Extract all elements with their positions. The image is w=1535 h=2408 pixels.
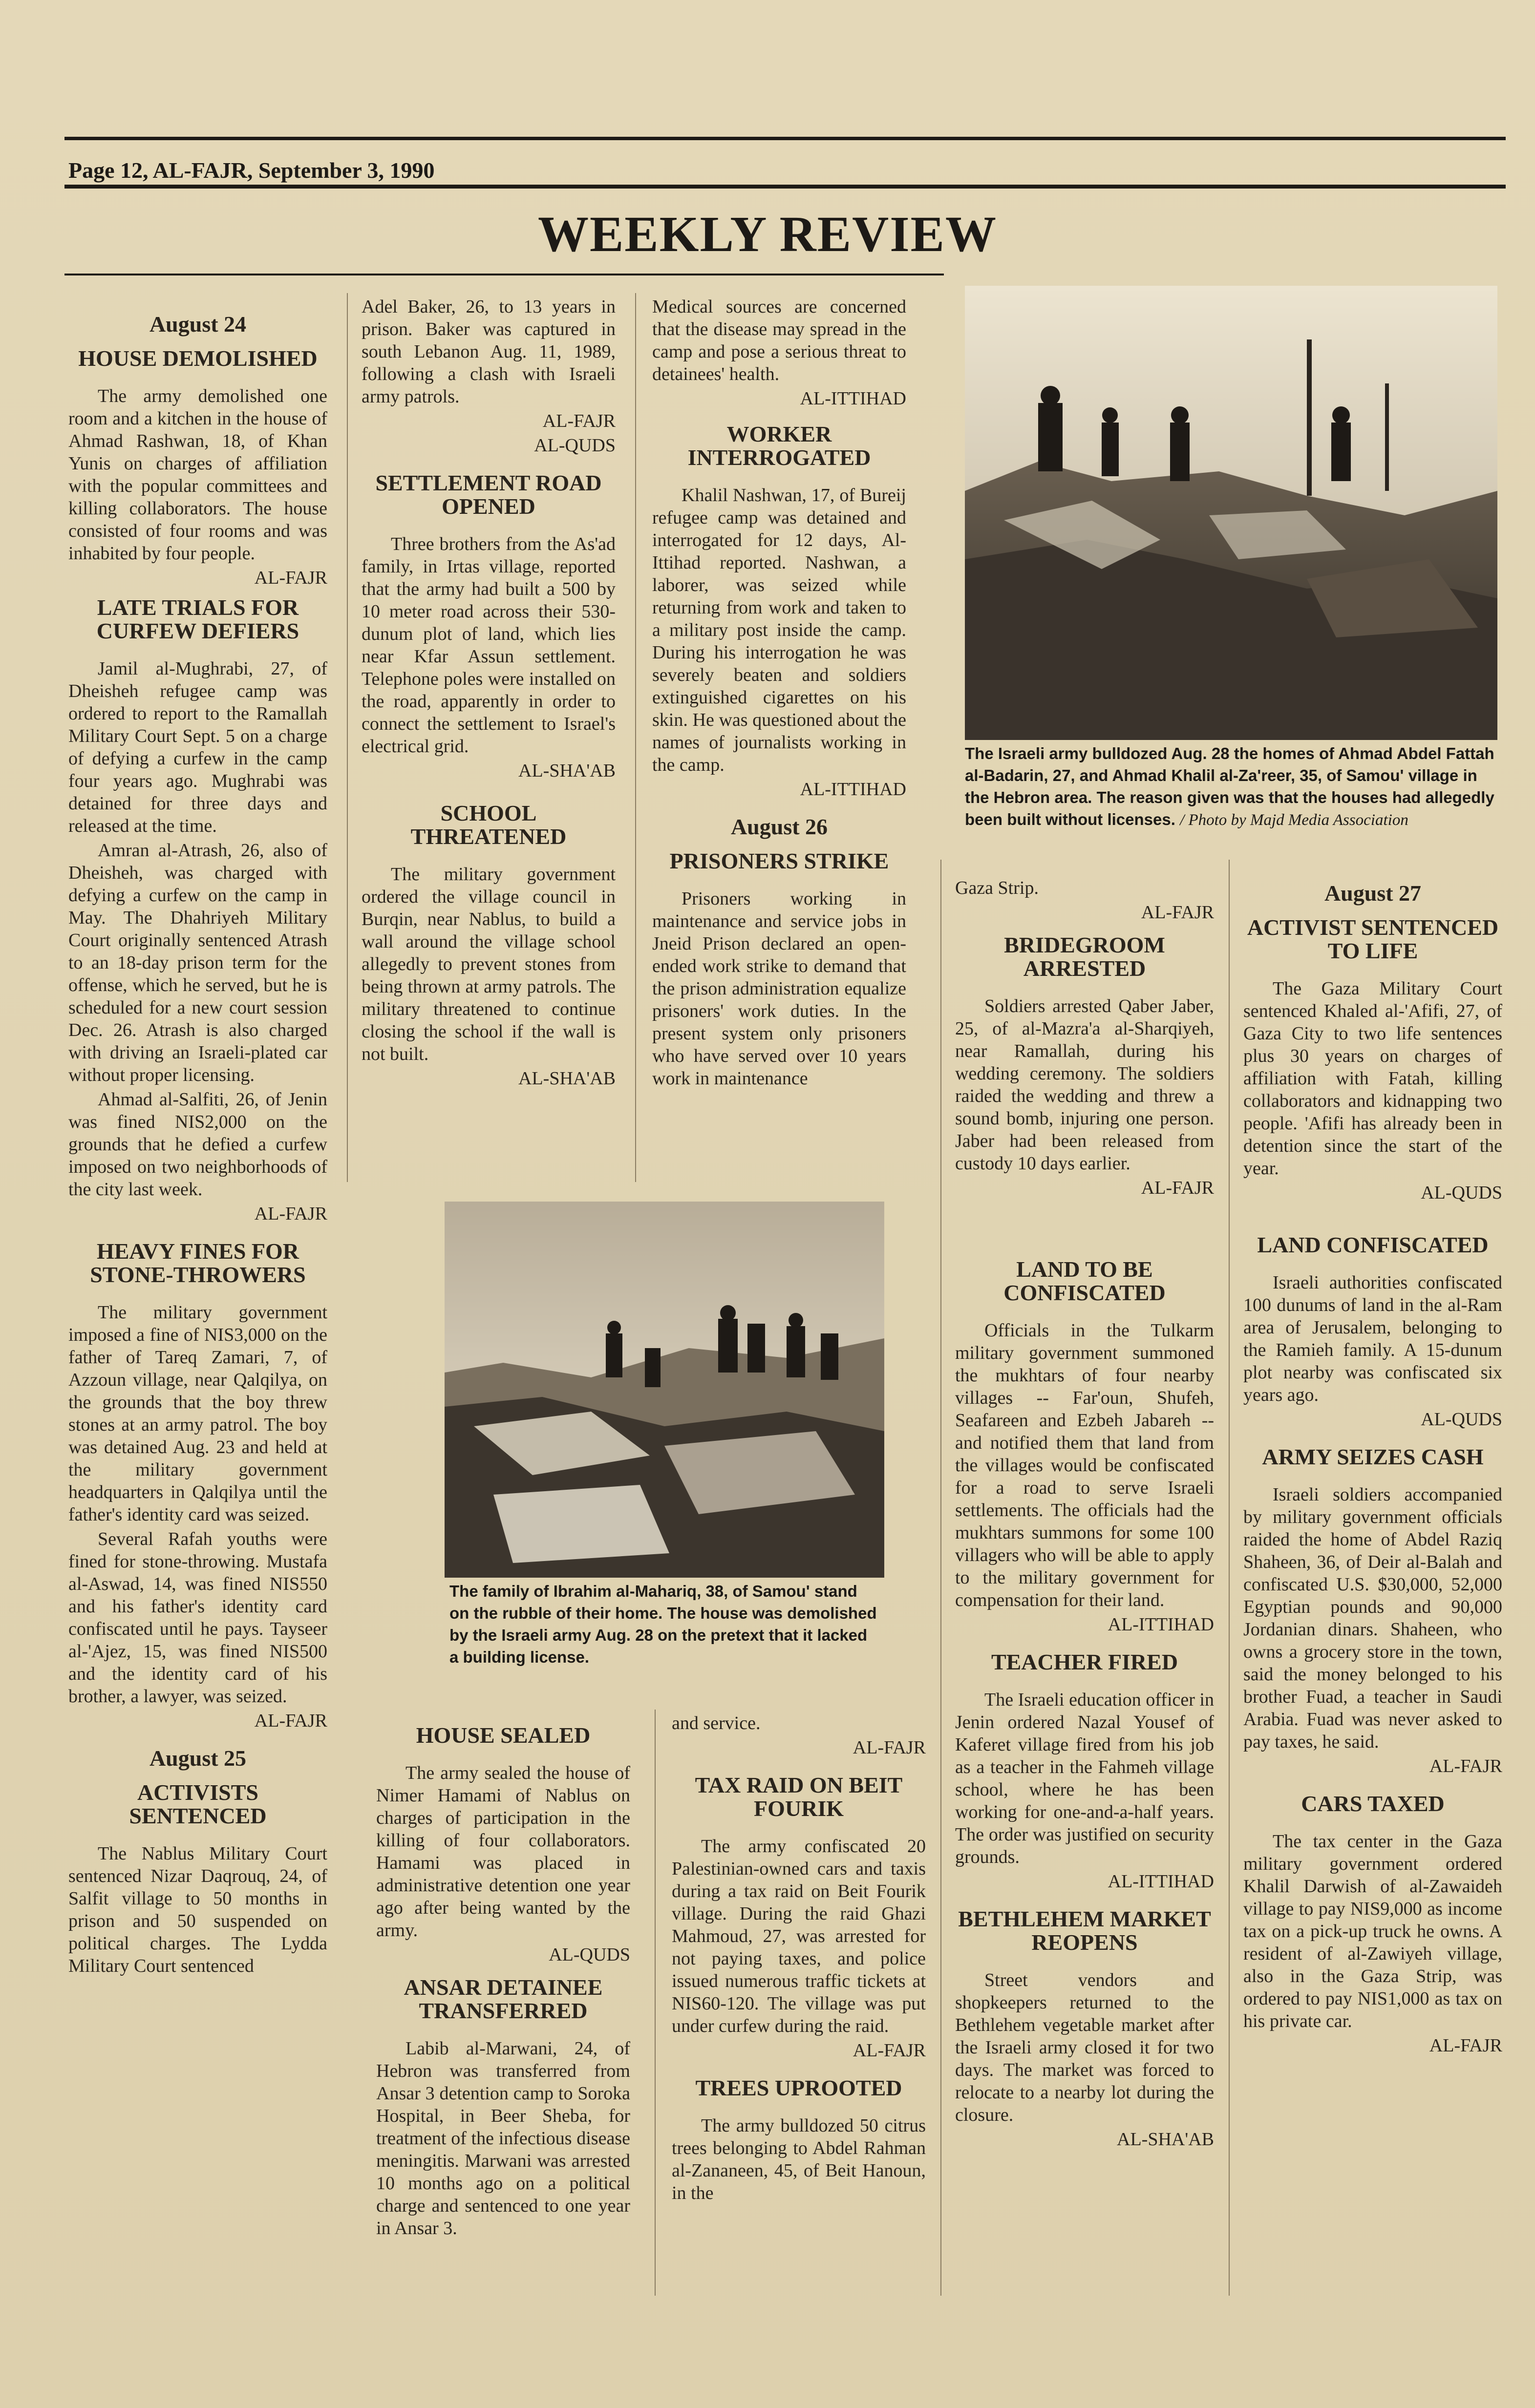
article-headline: ACTIVIST SENTENCED TO LIFE — [1247, 915, 1499, 963]
source-credit: AL-SHA'AB — [518, 760, 616, 781]
column-2-bottom — [376, 1717, 630, 2241]
article-headline: HEAVY FINES FOR STONE-THROWERS — [90, 1239, 306, 1287]
photo-bulldozed-homes — [965, 286, 1497, 740]
article-headline: LATE TRIALS FOR CURFEW DEFIERS — [96, 595, 299, 643]
column-3-bottom — [672, 1712, 926, 2206]
caption-text: The family of Ibrahim al-Mahariq, 38, of Samou' stand on the rubble of their home. The house was demolished by the Israeli army Aug. 28 on the pretext that it lacked a building license. — [449, 1582, 877, 1666]
article-headline: HOUSE SEALED — [416, 1723, 591, 1748]
article-headline: TAX RAID ON BEIT FOURIK — [695, 1773, 903, 1821]
column-4 — [955, 877, 1214, 2153]
column-divider — [655, 1710, 656, 2296]
column-3 — [652, 296, 906, 1092]
article-body: Soldiers arrested Qaber Jaber, 25, of al-Mazra'a al-Sharqiyeh, near Ramallah, during his wedding ceremony. The soldiers raided the wedding and threw a sound bomb, injuring one person. Jaber had been released from custody 10 days earlier. — [955, 996, 1214, 1174]
article-body: Ahmad al-Salfiti, 26, of Jenin was fined NIS2,000 on the grounds that he defied a curfew imposed on two neighborhoods of the city last week. — [68, 1089, 327, 1200]
article-headline: LAND CONFISCATED — [1257, 1232, 1489, 1257]
article-body: The army confiscated 20 Palestinian-owned cars and taxis during a tax raid on Beit Fourik village. During the raid Ghazi Mahmoud, 27, was arrested for not paying taxes, and police issued numerous traffic tickets at NIS60-120. The village was put under curfew during the raid. — [672, 1836, 926, 2036]
caption-text: The Israeli army bulldozed Aug. 28 the homes of Ahmad Abdel Fattah al-Badarin, 27, and Ahmad Khalil al-Za'reer, 35, of Samou' village in the Hebron area. The reason given was that the houses had allegedly been built without licenses. — [965, 744, 1494, 828]
column-divider — [347, 293, 348, 1182]
source-credit: AL-FAJR — [254, 1711, 327, 1731]
article-headline: WORKER INTERROGATED — [687, 422, 871, 470]
article-body: The Gaza Military Court sentenced Khaled al-'Afifi, 27, of Gaza City to two life sentences plus 30 years on charges of affiliation with Fatah, killing collaborators and kidnapping two people. 'Afifi has already been in detention since the start of the year. — [1243, 978, 1502, 1179]
article-headline: SCHOOL THREATENED — [410, 801, 567, 849]
article-body: The military government imposed a fine of NIS3,000 on the father of Tareq Zamari, 7, of Azzoun village, near Qalqilya, on the grounds that the boy threw stones at an army patrol. The boy was detained Aug. 23 and held at the military government headquarters in Qalqilya until the father's identity card was seized. — [68, 1302, 327, 1525]
article-headline: ANSAR DETAINEE TRANSFERRED — [404, 1975, 603, 2023]
column-divider — [1229, 860, 1230, 2296]
source-credit: AL-SHA'AB — [518, 1068, 616, 1089]
source-credit: AL-FAJR — [542, 411, 616, 431]
date-heading: August 24 — [149, 312, 247, 337]
header-rule — [64, 185, 1506, 189]
source-credit: AL-QUDS — [534, 435, 616, 456]
photo-credit: / Photo by Majd Media Association — [1180, 811, 1408, 829]
article-body: The Nablus Military Court sentenced Nizar Daqrouq, 24, of Salfit village to 50 months in prison and 50 suspended on political charges. The Lydda Military Court sentenced — [68, 1843, 327, 1976]
article-body: Three brothers from the As'ad family, in Irtas village, reported that the army had built a 500 by 10 meter road across their 530-dunum plot of land, which lies near Kfar Assun settlement. Telephone poles were installed on the road, apparently in order to connect the settlement to Israel's electrical grid. — [362, 534, 616, 757]
source-credit: AL-FAJR — [1141, 1178, 1214, 1198]
top-rule — [64, 137, 1506, 140]
photo-caption — [965, 742, 1497, 831]
article-body: The military government ordered the village council in Burqin, near Nablus, to build a wall around the village school allegedly to prevent stones from being thrown at army patrols. The military threatened to continue closing the school if the wall is not built. — [362, 864, 616, 1064]
source-credit: AL-FAJR — [853, 1737, 926, 1758]
article-headline: CARS TAXED — [1301, 1791, 1445, 1816]
family-photo-image — [445, 1202, 884, 1578]
masthead-rule — [64, 274, 944, 275]
article-body: Israeli soldiers accompanied by military government officials raided the home of Abdel Raziq Shaheen, 36, of Deir al-Balah and confiscated U.S. $30,000, 52,000 Egyptian pounds and 90,000 Jordanian dinars. Shaheen, who owns a grocery store in the town, said the money belonged to his brother Fuad, a teacher in Saudi Arabia. Fuad was never asked to pay taxes, he said. — [1243, 1484, 1502, 1752]
article-body: The army bulldozed 50 citrus trees belonging to Abdel Rahman al-Zananeen, 45, of Beit Hanoun, in the — [672, 2115, 926, 2203]
article-body: Street vendors and shopkeepers returned to the Bethlehem vegetable market after the Israeli army closed it for two days. The market was forced to relocate to a nearby lot during the closure. — [955, 1970, 1214, 2125]
article-body: Jamil al-Mughrabi, 27, of Dheisheh refugee camp was ordered to report to the Ramallah Military Court Sept. 5 on a charge of defying a curfew in the camp four years ago. Mughrabi was detained for three days and released at the time. — [68, 658, 327, 836]
source-credit: AL-ITTIHAD — [1108, 1871, 1214, 1892]
source-credit: AL-SHA'AB — [1117, 2129, 1214, 2150]
source-credit: AL-ITTIHAD — [1108, 1614, 1214, 1635]
photo-family-rubble — [445, 1202, 884, 1578]
article-body: Khalil Nashwan, 17, of Bureij refugee camp was detained and interrogated for 12 days, Al-Ittihad reported. Nashwan, a laborer, was seized while returning from work and taken to a military post inside the camp. During his interrogation he was severely beaten and soldiers extinguished cigarettes on his skin. He was questioned about the names of journalists working in the camp. — [652, 485, 906, 775]
article-body: Adel Baker, 26, to 13 years in prison. Baker was captured in south Lebanon Aug. 11, 1989, following a clash with Israeli army patrols. — [362, 296, 616, 407]
article-headline: PRISONERS STRIKE — [669, 848, 889, 873]
article-body: The Israeli education officer in Jenin ordered Nazal Yousef of Kaferet village fired from his job as a teacher in the Fahmeh village school, where he has been working for one-and-a-half years. The order was justified on security grounds. — [955, 1690, 1214, 1867]
article-headline: ARMY SEIZES CASH — [1262, 1444, 1484, 1469]
article-body: Labib al-Marwani, 24, of Hebron was transferred from Ansar 3 detention camp to Soroka Hospital, in Beer Sheba, for treatment of the infectious disease meningitis. Marwani was arrested 10 months ago on a political charge and sentenced to one year in Ansar 3. — [376, 2038, 630, 2239]
article-body: The army sealed the house of Nimer Hamami of Nablus on charges of participation in the killing of four collaborators. Hamami was placed in administrative detention one year ago after being wanted by the army. — [376, 1763, 630, 1941]
masthead-title: WEEKLY REVIEW — [537, 206, 998, 262]
article-body: Gaza Strip. — [955, 878, 1039, 898]
column-1 — [68, 308, 327, 1979]
column-divider — [940, 860, 941, 2296]
source-credit: AL-QUDS — [1421, 1183, 1502, 1203]
article-headline: BRIDEGROOM ARRESTED — [1004, 932, 1165, 981]
source-credit: AL-FAJR — [254, 1204, 327, 1224]
bulldozer-photo-image — [965, 286, 1497, 740]
page-line: Page 12, AL-FAJR, September 3, 1990 — [68, 158, 435, 183]
photo-caption — [449, 1580, 879, 1668]
column-divider — [635, 293, 636, 1182]
article-body: Officials in the Tulkarm military government summoned the mukhtars of four nearby villages -- Far'oun, Shufeh, Seafareen and Ezbeh Jabareh -- and notified them that land from the villages would be confiscated for a road to serve Israeli settlements. The officials had the mukhtars summons for some 100 villagers who will be able to apply to the military government for compensation for their land. — [955, 1320, 1214, 1610]
source-credit: AL-FAJR — [254, 568, 327, 588]
source-credit: AL-FAJR — [853, 2040, 926, 2061]
source-credit: AL-ITTIHAD — [800, 388, 906, 409]
article-body: Prisoners working in maintenance and service jobs in Jneid Prison declared an open-ended work strike to demand that the prison administration equalize prisoners' work duties. In the present system only prisoners who have served over 10 years work in maintenance — [652, 888, 906, 1089]
date-heading: August 26 — [730, 814, 828, 839]
source-credit: AL-QUDS — [1421, 1409, 1502, 1430]
source-credit: AL-ITTIHAD — [800, 779, 906, 800]
source-credit: AL-QUDS — [549, 1944, 630, 1965]
article-headline: HOUSE DEMOLISHED — [78, 346, 318, 371]
source-credit: AL-FAJR — [1141, 902, 1214, 923]
article-body: Amran al-Atrash, 26, also of Dheisheh, was charged with defying a curfew on the camp in May. The Dhahriyeh Military Court originally sentenced Atrash to an 18-day prison term for the offense, which he served, but he is scheduled for a new court session Dec. 26. Atrash is also charged with driving an Israeli-plated car without proper licensing. — [68, 840, 327, 1085]
article-headline: LAND TO BE CONFISCATED — [1003, 1257, 1166, 1305]
date-heading: August 27 — [1324, 881, 1422, 906]
article-body: Israeli authorities confiscated 100 dunums of land in the al-Ram area of Jerusalem, belonging to the Ramieh family. A 15-dunum plot nearby was confiscated six years ago. — [1243, 1272, 1502, 1405]
article-headline: ACTIVISTS SENTENCED — [129, 1780, 267, 1828]
article-body: Several Rafah youths were fined for stone-throwing. Mustafa al-Aswad, 14, was fined NIS550 and his father's identity card confiscated until he pays. Tayseer al-'Ajez, 15, was fined NIS500 and the identity card of his brother, a lawyer, was seized. — [68, 1529, 327, 1707]
source-credit: AL-FAJR — [1429, 2035, 1502, 2056]
date-heading: August 25 — [149, 1746, 247, 1771]
article-body: The tax center in the Gaza military government ordered Khalil Darwish of al-Zawaideh village to pay NIS9,000 as income tax on a pick-up truck he owns. A resident of al-Zawiyeh village, also in the Gaza Strip, was ordered to pay NIS1,000 as tax on his private car. — [1243, 1831, 1502, 2031]
source-credit: AL-FAJR — [1429, 1756, 1502, 1776]
article-body: The army demolished one room and a kitchen in the house of Ahmad Rashwan, 18, of Khan Yunis on charges of affiliation with the popular committees and killing collaborators. The house consisted of four rooms and was inhabited by four people. — [68, 386, 327, 564]
column-5 — [1243, 877, 1502, 2059]
article-body: Medical sources are concerned that the disease may spread in the camp and pose a serious threat to detainees' health. — [652, 296, 906, 384]
article-headline: TREES UPROOTED — [695, 2075, 902, 2100]
article-body: and service. — [672, 1713, 761, 1733]
article-headline: TEACHER FIRED — [991, 1649, 1178, 1674]
article-headline: SETTLEMENT ROAD OPENED — [375, 470, 602, 519]
article-headline: BETHLEHEM MARKET REOPENS — [958, 1906, 1211, 1955]
column-2 — [362, 296, 616, 1092]
